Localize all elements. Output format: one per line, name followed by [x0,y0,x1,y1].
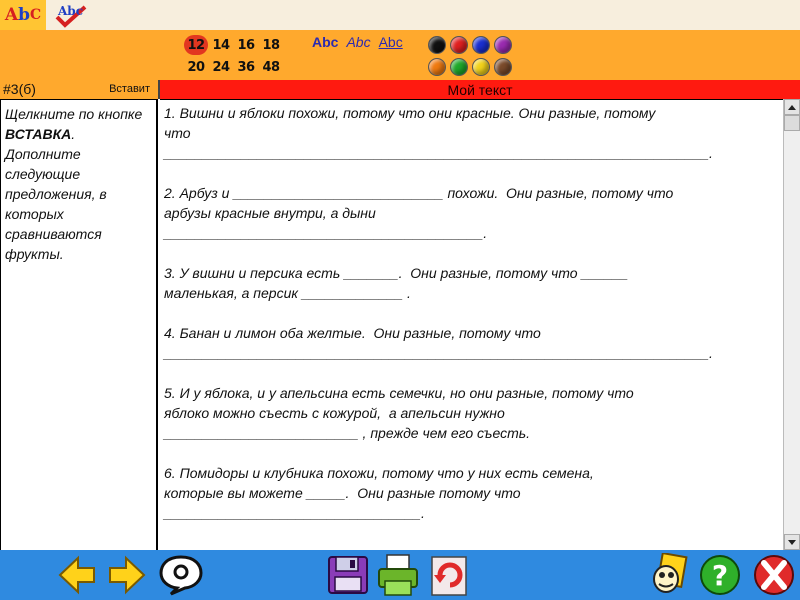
formatting-toolbar [0,30,800,80]
scroll-thumb[interactable] [784,115,800,131]
helper-character-icon[interactable] [646,553,692,597]
text-line: 3. У вишни и персика есть _______. Они разные, потому что ______ [164,265,629,281]
svg-text:?: ? [711,559,729,592]
insert-button[interactable]: Вставит [109,83,150,95]
document-title-bar [160,80,800,99]
font-size-48-button[interactable]: 48 [262,59,280,75]
text-line: яблоко можно съесть с кожурой, а апельсин нужно [164,405,505,421]
bottom-toolbar [0,550,800,600]
color-swatch[interactable] [494,58,512,76]
font-size-12-button[interactable]: 12 [184,35,208,55]
tab-strip [0,0,800,31]
font-size-14-button[interactable]: 14 [212,37,230,53]
tab-abc-2[interactable] [48,0,94,30]
color-swatch[interactable] [472,58,490,76]
down-arrow-icon [788,540,796,545]
text-line: _________________________ , прежде чем его съесть. [164,425,530,441]
text-line: маленькая, а персик _____________ . [164,285,411,301]
forward-arrow-icon[interactable] [106,555,146,595]
font-size-24-button[interactable]: 24 [212,59,230,75]
instructions-text: Щелкните по кнопке [5,106,143,122]
tab-letter: A [4,5,19,25]
italic-style-button[interactable]: Abc [346,34,371,50]
font-size-20-button[interactable]: 20 [187,59,205,75]
task-number: #3(б) [3,81,36,97]
help-icon[interactable] [698,553,744,597]
text-line: _________________________________. [164,505,425,521]
text-line: которые вы можете _____. Они разные потому что [164,485,521,501]
refresh-icon[interactable] [428,553,474,597]
svg-text:Abc: Abc [58,4,84,18]
text-line: арбузы красные внутри, а дыни [164,205,376,221]
instructions-keyword: ВСТАВКА [5,126,72,142]
up-arrow-icon [788,105,796,110]
color-swatch[interactable] [472,36,490,54]
font-size-36-button[interactable]: 36 [237,59,255,75]
back-arrow-icon[interactable] [58,555,98,595]
editor-text-area[interactable] [160,99,783,550]
speech-bubble-icon[interactable] [158,554,204,596]
scroll-up-button[interactable] [784,99,800,115]
close-icon[interactable] [750,553,798,597]
underline-style-button[interactable]: Abc [378,34,403,50]
instructions-text: . Дополните следующие предложения, в которых сравниваются фрукты. [5,126,107,262]
tab-letter: b [18,5,30,25]
text-line: 6. Помидоры и клубника похожи, потому что у них есть семена, [164,465,594,481]
text-style-picker [312,34,403,50]
font-size-18-button[interactable]: 18 [262,37,280,53]
text-line: ______________________________________________________________________. [164,145,713,161]
font-size-picker [184,34,284,78]
text-line: 5. И у яблока, и у апельсина есть семечки, но они разные, потому что [164,385,634,401]
text-line: 2. Арбуз и ___________________________ похожи. Они разные, потому что [164,185,674,201]
left-header [0,80,160,99]
text-line: _________________________________________. [164,225,488,241]
exercise-paragraph [164,183,779,243]
exercise-paragraph [164,323,779,363]
text-line: что [164,125,191,141]
instructions-panel [0,99,158,550]
exercise-paragraph [164,263,779,303]
color-picker [428,34,512,78]
vertical-scrollbar[interactable] [783,99,800,550]
tab-abc-1[interactable] [0,0,46,30]
save-disk-icon[interactable] [326,554,370,596]
color-swatch[interactable] [450,36,468,54]
scroll-down-button[interactable] [784,534,800,550]
exercise-paragraph [164,383,779,443]
exercise-paragraph [164,463,779,523]
exercise-paragraph [164,103,779,163]
font-size-16-button[interactable]: 16 [237,37,255,53]
color-swatch[interactable] [450,58,468,76]
text-line: 4. Банан и лимон оба желтые. Они разные, потому что [164,325,541,341]
abc-logo-icon [51,1,91,29]
tab-letter: C [29,7,42,23]
print-icon[interactable] [375,553,421,597]
document-title: Мой текст [447,81,513,98]
color-swatch[interactable] [494,36,512,54]
text-line: 1. Вишни и яблоки похожи, потому что они красные. Они разные, потому [164,105,656,121]
color-swatch[interactable] [428,36,446,54]
text-line: ______________________________________________________________________. [164,345,713,361]
color-swatch[interactable] [428,58,446,76]
bold-style-button[interactable]: Abc [312,34,339,50]
